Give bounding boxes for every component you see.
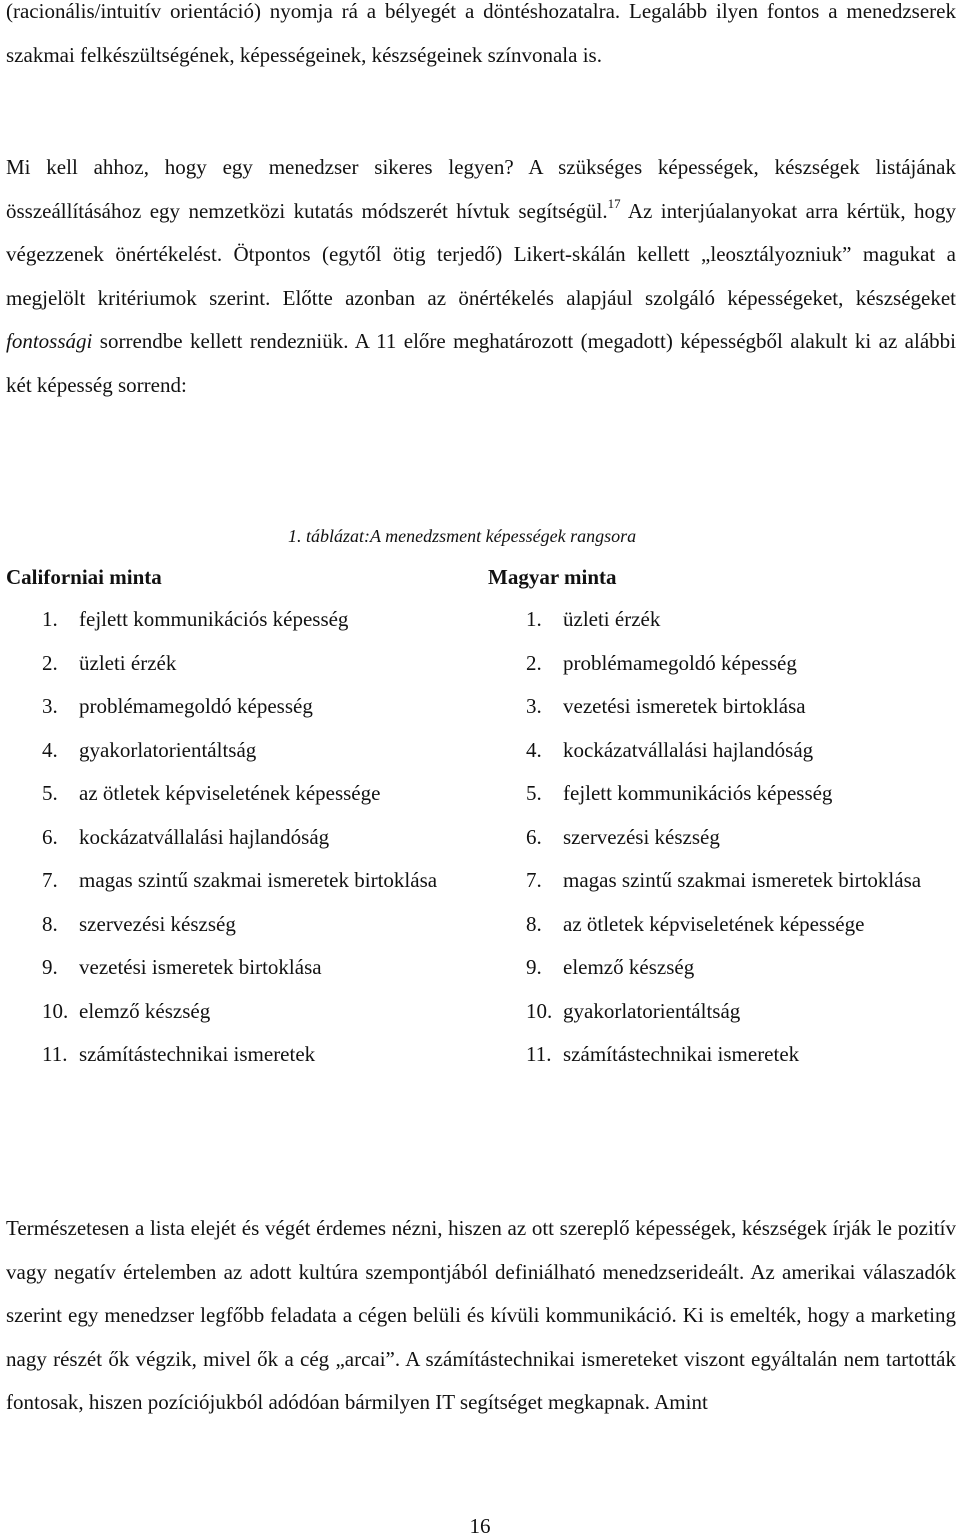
list-item [526, 946, 950, 990]
list-item-text: szervezési készség [563, 824, 720, 849]
list-item-number: 9. [526, 955, 542, 979]
list-item-text: fejlett kommunikációs képesség [563, 781, 833, 805]
list-item-number: 3. [526, 694, 542, 718]
list-item [42, 990, 442, 1034]
list-item [42, 729, 442, 773]
list-item [42, 642, 442, 686]
list-item-number: 7. [42, 868, 58, 892]
list-item-number: 11. [526, 1042, 552, 1066]
list-item-text: magas szintű szakmai ismeretek birtoklása [563, 868, 922, 892]
list-item [526, 642, 950, 686]
list-item-number: 10. [526, 998, 553, 1023]
page-number: 16 [469, 1514, 491, 1538]
footnote-ref[interactable]: 17 [607, 195, 621, 211]
list-item-text: üzleti érzék [563, 607, 661, 631]
list-item-number: 2. [526, 650, 542, 675]
list-item-number: 8. [42, 911, 58, 936]
list-item-number: 1. [42, 607, 58, 631]
list-item [526, 772, 950, 816]
list-item-text: problémamegoldó képesség [79, 694, 313, 718]
emphasis-word: fontossági [6, 329, 93, 353]
list-item-text: gyakorlatorientáltság [563, 998, 741, 1023]
list-item [526, 816, 950, 860]
list-item-number: 6. [526, 824, 542, 849]
list-item-number: 3. [42, 694, 58, 718]
hungarian-ranking-list [526, 598, 950, 1077]
californian-ranking-list [42, 598, 442, 1077]
list-item-text: az ötletek képviseletének képessége [79, 781, 381, 805]
list-item [42, 598, 442, 642]
list-item-number: 5. [42, 781, 58, 805]
table-caption: 1. táblázat:A menedzsment képességek rangsora [288, 526, 637, 546]
list-item [526, 903, 950, 947]
list-item [42, 1033, 442, 1077]
paragraph-intro-part3: sorrendbe kellett rendezniük. A 11 előre meghatározott (megadott) képességből alakult ki az alábbi két képesség sorrend: [6, 329, 956, 397]
list-item-number: 5. [526, 781, 542, 805]
list-item-number: 10. [42, 998, 69, 1023]
list-item-number: 4. [42, 737, 58, 762]
list-item-text: szervezési készség [79, 911, 236, 936]
list-item-number: 8. [526, 911, 542, 936]
list-item [526, 1033, 950, 1077]
paragraph-intro-part2: Az interjúalanyokat arra kértük, hogy végezzenek önértékelést. Ötpontos (egytől ötig terjedő) Likert-skálán kellett „leosztályozniuk” magukat a megjelölt kritériumok szerint. Előtte azonban az önértékelés alapjául szolgáló képességeket, készségeket [6, 198, 956, 310]
list-item-text: vezetési ismeretek birtoklása [563, 694, 806, 718]
list-item-text: kockázatvállalási hajlandóság [563, 737, 814, 762]
list-item-number: 1. [526, 607, 542, 631]
right-column-header: Magyar minta [488, 565, 617, 589]
list-item-text: üzleti érzék [79, 650, 177, 675]
list-item-text: kockázatvállalási hajlandóság [79, 824, 330, 849]
list-item [42, 946, 442, 990]
list-item [526, 859, 950, 903]
list-item-text: számítástechnikai ismeretek [79, 1042, 316, 1066]
list-item [42, 685, 442, 729]
list-item [42, 816, 442, 860]
list-item-text: magas szintű szakmai ismeretek birtoklása [79, 868, 438, 892]
list-item-number: 6. [42, 824, 58, 849]
paragraph-intro [6, 146, 956, 407]
list-item-text: vezetési ismeretek birtoklása [79, 955, 322, 979]
list-item-number: 4. [526, 737, 542, 762]
list-item-number: 2. [42, 650, 58, 675]
list-item-text: az ötletek képviseletének képessége [563, 911, 865, 936]
list-item-text: számítástechnikai ismeretek [563, 1042, 800, 1066]
paragraph-bottom: Természetesen a lista elejét és végét érdemes nézni, hiszen az ott szereplő képességek, készségek írják le pozitív vagy negatív értelemben az adott kultúra szempontjából definiálható menedzserideált. Az amerikai válaszadók szerint egy menedzser legfőbb feladata a cégen belüli és kívüli kommunikáció. Ki is emelték, hogy a marketing nagy részét ők végzik, mivel ők a cég „arcai”. A számítástechnikai ismereteket viszont egyáltalán nem tartották fontosak, hiszen pozíciójukból adódóan bármilyen IT segítséget megkapnak. Amint [6, 1216, 956, 1414]
list-item-text: elemző készség [79, 998, 211, 1023]
list-item [42, 772, 442, 816]
paragraph-intro-part1: Mi kell ahhoz, hogy egy menedzser sikeres legyen? A szükséges képességek, készségek listájának összeállításához egy nemzetközi kutatás módszerét hívtuk segítségül. [6, 155, 956, 223]
list-item-number: 11. [42, 1042, 68, 1066]
paragraph-top: (racionális/intuitív orientáció) nyomja rá a bélyegét a döntéshozatalra. Legalább ilyen fontos a menedzserek szakmai felkészültségének, képességeinek, készségeinek színvonala is. [6, 0, 956, 67]
list-item-text: gyakorlatorientáltság [79, 737, 257, 762]
left-column-header: Californiai minta [6, 565, 162, 589]
list-item-text: elemző készség [563, 955, 695, 979]
list-item [42, 903, 442, 947]
list-item [526, 685, 950, 729]
list-item [526, 598, 950, 642]
list-item-number: 7. [526, 868, 542, 892]
list-item [526, 729, 950, 773]
list-item [42, 859, 442, 903]
list-item-text: problémamegoldó képesség [563, 650, 797, 675]
list-item-number: 9. [42, 955, 58, 979]
list-item-text: fejlett kommunikációs képesség [79, 607, 349, 631]
list-item [526, 990, 950, 1034]
